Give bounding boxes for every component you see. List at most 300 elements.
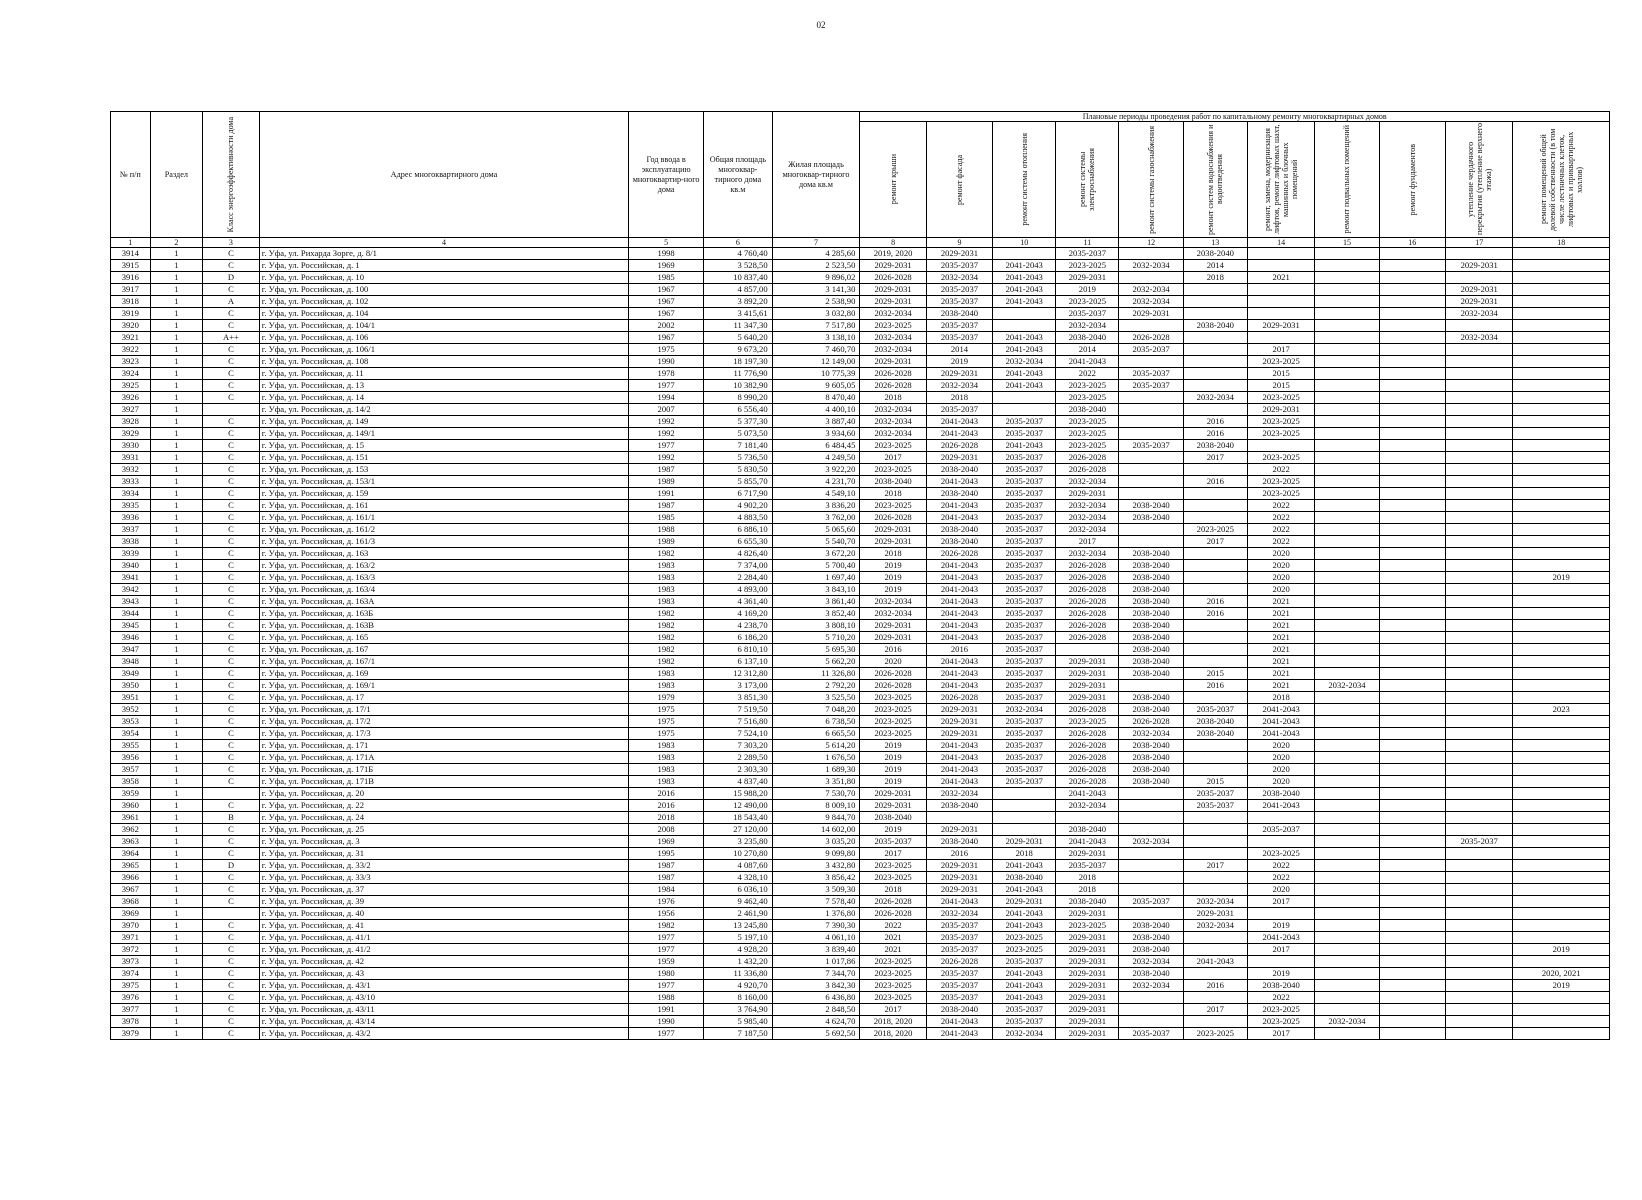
col-header-address: Адрес многоквартирного дома: [259, 112, 628, 238]
cell-facade-repair: 2032-2034: [926, 908, 992, 920]
cell-year-built: 1990: [629, 356, 704, 368]
table-row: [111, 980, 1610, 992]
cell-attic-insulation: [1445, 524, 1512, 536]
table-row: [111, 596, 1610, 608]
cell-elevator-repair: 2038-2040: [1247, 980, 1314, 992]
cell-attic-insulation: [1445, 968, 1512, 980]
cell-total-area: 3 528,50: [704, 260, 773, 272]
cell-foundation-repair: [1379, 368, 1445, 380]
cell-basement-repair: [1315, 644, 1379, 656]
cell-living-area: 4 231,70: [772, 476, 860, 488]
cell-basement-repair: [1315, 428, 1379, 440]
cell-total-area: 3 764,90: [704, 1004, 773, 1016]
cell-living-area: 2 538,90: [772, 296, 860, 308]
cell-common-areas-repair: 2023: [1513, 704, 1610, 716]
cell-attic-insulation: [1445, 476, 1512, 488]
col-header-energy-class: Класс энергоэффективности дома: [203, 112, 260, 238]
table-row: [111, 428, 1610, 440]
cell-living-area: 1 697,40: [772, 572, 860, 584]
cell-heating-repair: 2035-2037: [993, 716, 1056, 728]
cell-row-number: 3955: [111, 740, 151, 752]
cell-elevator-repair: 2023-2025: [1247, 476, 1314, 488]
cell-section: 1: [150, 428, 202, 440]
cell-total-area: 5 855,70: [704, 476, 773, 488]
cell-water-repair: 2032-2034: [1183, 392, 1247, 404]
cell-energy-class: C: [203, 956, 260, 968]
cell-foundation-repair: [1379, 296, 1445, 308]
cell-common-areas-repair: [1513, 692, 1610, 704]
cell-living-area: 7 460,70: [772, 344, 860, 356]
col-header-10: ремонт системы отопления: [993, 122, 1056, 238]
cell-facade-repair: 2041-2043: [926, 668, 992, 680]
cell-year-built: 1991: [629, 488, 704, 500]
cell-energy-class: C: [203, 500, 260, 512]
cell-address: г. Уфа, ул. Российская, д. 104/1: [259, 320, 628, 332]
cell-roof-repair: 2032-2034: [860, 344, 926, 356]
cell-section: 1: [150, 260, 202, 272]
cell-section: 1: [150, 1028, 202, 1040]
cell-attic-insulation: [1445, 416, 1512, 428]
cell-elevator-repair: 2022: [1247, 860, 1314, 872]
cell-section: 1: [150, 500, 202, 512]
cell-roof-repair: 2017: [860, 1004, 926, 1016]
cell-elevator-repair: 2041-2043: [1247, 800, 1314, 812]
cell-section: 1: [150, 968, 202, 980]
cell-electric-repair: 2019: [1056, 284, 1119, 296]
cell-electric-repair: 2029-2031: [1056, 956, 1119, 968]
table-row: [111, 500, 1610, 512]
cell-electric-repair: 2029-2031: [1056, 848, 1119, 860]
cell-gas-repair: 2032-2034: [1119, 728, 1183, 740]
cell-gas-repair: 2032-2034: [1119, 980, 1183, 992]
cell-electric-repair: 2026-2028: [1056, 572, 1119, 584]
cell-section: 1: [150, 488, 202, 500]
cell-common-areas-repair: [1513, 1016, 1610, 1028]
cell-facade-repair: 2029-2031: [926, 872, 992, 884]
cell-electric-repair: 2038-2040: [1056, 896, 1119, 908]
cell-facade-repair: 2035-2037: [926, 260, 992, 272]
cell-facade-repair: 2029-2031: [926, 824, 992, 836]
cell-water-repair: [1183, 848, 1247, 860]
cell-heating-repair: 2029-2031: [993, 836, 1056, 848]
cell-facade-repair: 2026-2028: [926, 956, 992, 968]
cell-heating-repair: [993, 404, 1056, 416]
cell-water-repair: 2041-2043: [1183, 956, 1247, 968]
cell-attic-insulation: [1445, 956, 1512, 968]
cell-gas-repair: [1119, 824, 1183, 836]
cell-living-area: 3 842,30: [772, 980, 860, 992]
cell-row-number: 3971: [111, 932, 151, 944]
cell-row-number: 3950: [111, 680, 151, 692]
cell-address: г. Уфа, ул. Российская, д. 17/3: [259, 728, 628, 740]
cell-roof-repair: 2026-2028: [860, 896, 926, 908]
cell-section: 1: [150, 692, 202, 704]
cell-basement-repair: [1315, 872, 1379, 884]
cell-foundation-repair: [1379, 908, 1445, 920]
cell-elevator-repair: 2017: [1247, 1028, 1314, 1040]
cell-total-area: 7 374,00: [704, 560, 773, 572]
cell-living-area: 3 032,80: [772, 308, 860, 320]
cell-water-repair: [1183, 620, 1247, 632]
cell-living-area: 5 695,30: [772, 644, 860, 656]
cell-row-number: 3962: [111, 824, 151, 836]
cell-attic-insulation: [1445, 980, 1512, 992]
cell-basement-repair: [1315, 416, 1379, 428]
cell-elevator-repair: 2023-2025: [1247, 392, 1314, 404]
cell-facade-repair: 2035-2037: [926, 980, 992, 992]
cell-facade-repair: 2019: [926, 356, 992, 368]
cell-year-built: 1990: [629, 1016, 704, 1028]
cell-roof-repair: 2018, 2020: [860, 1028, 926, 1040]
cell-address: г. Уфа, ул. Российская, д. 161/2: [259, 524, 628, 536]
cell-energy-class: C: [203, 608, 260, 620]
cell-basement-repair: [1315, 272, 1379, 284]
cell-attic-insulation: [1445, 404, 1512, 416]
cell-heating-repair: 2041-2043: [993, 968, 1056, 980]
cell-attic-insulation: [1445, 1016, 1512, 1028]
cell-energy-class: C: [203, 932, 260, 944]
cell-address: г. Уфа, ул. Российская, д. 25: [259, 824, 628, 836]
cell-foundation-repair: [1379, 536, 1445, 548]
cell-address: г. Уфа, ул. Российская, д. 41/2: [259, 944, 628, 956]
cell-common-areas-repair: [1513, 584, 1610, 596]
cell-year-built: 1992: [629, 428, 704, 440]
cell-basement-repair: [1315, 980, 1379, 992]
cell-row-number: 3958: [111, 776, 151, 788]
table-row: [111, 680, 1610, 692]
cell-living-area: 7 517,80: [772, 320, 860, 332]
cell-foundation-repair: [1379, 896, 1445, 908]
cell-energy-class: C: [203, 644, 260, 656]
cell-gas-repair: [1119, 848, 1183, 860]
cell-basement-repair: [1315, 548, 1379, 560]
cell-living-area: 4 061,10: [772, 932, 860, 944]
cell-water-repair: [1183, 884, 1247, 896]
cell-roof-repair: 2023-2025: [860, 464, 926, 476]
cell-facade-repair: 2041-2043: [926, 476, 992, 488]
cell-row-number: 3920: [111, 320, 151, 332]
cell-section: 1: [150, 512, 202, 524]
cell-roof-repair: 2026-2028: [860, 908, 926, 920]
cell-foundation-repair: [1379, 632, 1445, 644]
cell-common-areas-repair: [1513, 428, 1610, 440]
cell-section: 1: [150, 764, 202, 776]
cell-row-number: 3956: [111, 752, 151, 764]
table-row: [111, 956, 1610, 968]
cell-address: г. Уфа, ул. Российская, д. 167/1: [259, 656, 628, 668]
cell-address: г. Уфа, ул. Российская, д. 163/2: [259, 560, 628, 572]
cell-basement-repair: [1315, 296, 1379, 308]
cell-living-area: 14 602,00: [772, 824, 860, 836]
cell-water-repair: [1183, 488, 1247, 500]
cell-total-area: 8 160,00: [704, 992, 773, 1004]
table-row: [111, 464, 1610, 476]
cell-heating-repair: 2035-2037: [993, 668, 1056, 680]
cell-common-areas-repair: [1513, 764, 1610, 776]
cell-electric-repair: 2018: [1056, 884, 1119, 896]
cell-living-area: 5 710,20: [772, 632, 860, 644]
cell-total-area: 12 312,80: [704, 668, 773, 680]
cell-electric-repair: 2023-2025: [1056, 392, 1119, 404]
cell-energy-class: C: [203, 260, 260, 272]
column-number: 5: [629, 238, 704, 248]
cell-living-area: 3 843,10: [772, 584, 860, 596]
cell-gas-repair: 2038-2040: [1119, 752, 1183, 764]
cell-electric-repair: 2032-2034: [1056, 500, 1119, 512]
cell-total-area: 4 087,60: [704, 860, 773, 872]
cell-electric-repair: 2029-2031: [1056, 980, 1119, 992]
table-row: [111, 944, 1610, 956]
cell-facade-repair: 2029-2031: [926, 248, 992, 260]
cell-row-number: 3938: [111, 536, 151, 548]
cell-gas-repair: [1119, 908, 1183, 920]
cell-water-repair: [1183, 656, 1247, 668]
cell-water-repair: 2017: [1183, 860, 1247, 872]
cell-total-area: 6 186,20: [704, 632, 773, 644]
cell-foundation-repair: [1379, 320, 1445, 332]
cell-common-areas-repair: [1513, 824, 1610, 836]
cell-energy-class: C: [203, 944, 260, 956]
cell-heating-repair: 2035-2037: [993, 608, 1056, 620]
table-row: [111, 764, 1610, 776]
cell-elevator-repair: 2020: [1247, 548, 1314, 560]
cell-basement-repair: [1315, 500, 1379, 512]
cell-basement-repair: [1315, 1028, 1379, 1040]
cell-living-area: 1 017,86: [772, 956, 860, 968]
table-row: [111, 896, 1610, 908]
table-row: [111, 848, 1610, 860]
cell-year-built: 1989: [629, 536, 704, 548]
cell-year-built: 1975: [629, 704, 704, 716]
cell-roof-repair: 2018, 2020: [860, 1016, 926, 1028]
cell-attic-insulation: 2032-2034: [1445, 332, 1512, 344]
cell-basement-repair: [1315, 788, 1379, 800]
cell-electric-repair: 2029-2031: [1056, 968, 1119, 980]
cell-section: 1: [150, 728, 202, 740]
cell-facade-repair: 2041-2043: [926, 584, 992, 596]
cell-total-area: 7 303,20: [704, 740, 773, 752]
cell-address: г. Уфа, ул. Российская, д. 33/3: [259, 872, 628, 884]
cell-row-number: 3922: [111, 344, 151, 356]
cell-attic-insulation: [1445, 380, 1512, 392]
cell-electric-repair: 2026-2028: [1056, 764, 1119, 776]
cell-living-area: 7 344,70: [772, 968, 860, 980]
cell-attic-insulation: [1445, 1028, 1512, 1040]
cell-energy-class: D: [203, 272, 260, 284]
cell-section: 1: [150, 356, 202, 368]
cell-heating-repair: 2035-2037: [993, 620, 1056, 632]
cell-facade-repair: 2035-2037: [926, 968, 992, 980]
col-header-num: № п/п: [111, 112, 151, 238]
cell-total-area: 18 543,40: [704, 812, 773, 824]
cell-attic-insulation: 2029-2031: [1445, 284, 1512, 296]
cell-common-areas-repair: [1513, 788, 1610, 800]
cell-year-built: 1983: [629, 584, 704, 596]
cell-common-areas-repair: [1513, 1028, 1610, 1040]
cell-living-area: 5 614,20: [772, 740, 860, 752]
cell-heating-repair: 2035-2037: [993, 416, 1056, 428]
cell-heating-repair: 2035-2037: [993, 632, 1056, 644]
cell-roof-repair: 2023-2025: [860, 716, 926, 728]
cell-year-built: 1983: [629, 752, 704, 764]
cell-basement-repair: [1315, 584, 1379, 596]
cell-total-area: 12 490,00: [704, 800, 773, 812]
cell-section: 1: [150, 248, 202, 260]
cell-year-built: 1975: [629, 344, 704, 356]
cell-elevator-repair: 2023-2025: [1247, 416, 1314, 428]
cell-attic-insulation: [1445, 908, 1512, 920]
cell-heating-repair: 2035-2037: [993, 452, 1056, 464]
cell-foundation-repair: [1379, 692, 1445, 704]
cell-foundation-repair: [1379, 704, 1445, 716]
table-row: [111, 656, 1610, 668]
cell-total-area: 11 776,90: [704, 368, 773, 380]
cell-total-area: 11 347,30: [704, 320, 773, 332]
cell-address: г. Уфа, ул. Российская, д. 106/1: [259, 344, 628, 356]
cell-gas-repair: 2038-2040: [1119, 668, 1183, 680]
cell-year-built: 2018: [629, 812, 704, 824]
cell-total-area: 13 245,80: [704, 920, 773, 932]
cell-living-area: 5 065,60: [772, 524, 860, 536]
cell-address: г. Уфа, ул. Российская, д. 15: [259, 440, 628, 452]
cell-living-area: 4 549,10: [772, 488, 860, 500]
cell-energy-class: C: [203, 1004, 260, 1016]
cell-gas-repair: 2035-2037: [1119, 344, 1183, 356]
cell-total-area: 4 169,20: [704, 608, 773, 620]
cell-attic-insulation: [1445, 320, 1512, 332]
cell-living-area: 11 326,80: [772, 668, 860, 680]
cell-common-areas-repair: [1513, 956, 1610, 968]
cell-gas-repair: [1119, 524, 1183, 536]
cell-foundation-repair: [1379, 596, 1445, 608]
cell-attic-insulation: [1445, 800, 1512, 812]
cell-roof-repair: 2019: [860, 740, 926, 752]
cell-row-number: 3940: [111, 560, 151, 572]
cell-year-built: 1956: [629, 908, 704, 920]
cell-common-areas-repair: [1513, 380, 1610, 392]
cell-energy-class: C: [203, 440, 260, 452]
cell-energy-class: C: [203, 368, 260, 380]
cell-heating-repair: 2035-2037: [993, 1016, 1056, 1028]
cell-section: 1: [150, 860, 202, 872]
cell-section: 1: [150, 932, 202, 944]
cell-energy-class: C: [203, 920, 260, 932]
cell-electric-repair: 2017: [1056, 536, 1119, 548]
cell-gas-repair: [1119, 536, 1183, 548]
cell-gas-repair: [1119, 248, 1183, 260]
cell-roof-repair: 2018: [860, 548, 926, 560]
cell-common-areas-repair: [1513, 260, 1610, 272]
cell-energy-class: C: [203, 380, 260, 392]
cell-energy-class: C: [203, 848, 260, 860]
cell-roof-repair: 2019: [860, 776, 926, 788]
cell-water-repair: [1183, 356, 1247, 368]
cell-electric-repair: 2014: [1056, 344, 1119, 356]
cell-row-number: 3923: [111, 356, 151, 368]
table-row: [111, 536, 1610, 548]
cell-foundation-repair: [1379, 272, 1445, 284]
cell-row-number: 3932: [111, 464, 151, 476]
page-number: 02: [816, 20, 826, 30]
cell-foundation-repair: [1379, 284, 1445, 296]
cell-gas-repair: 2038-2040: [1119, 548, 1183, 560]
cell-address: г. Уфа, ул. Российская, д. 43/2: [259, 1028, 628, 1040]
cell-year-built: 1977: [629, 944, 704, 956]
cell-roof-repair: 2017: [860, 452, 926, 464]
cell-foundation-repair: [1379, 728, 1445, 740]
cell-energy-class: C: [203, 428, 260, 440]
cell-section: 1: [150, 416, 202, 428]
table-row: [111, 476, 1610, 488]
cell-facade-repair: 2038-2040: [926, 536, 992, 548]
cell-energy-class: C: [203, 776, 260, 788]
cell-roof-repair: 2023-2025: [860, 704, 926, 716]
column-number: 9: [926, 238, 992, 248]
col-header-year: Год ввода в эксплуатацию многоквартир-ного дома: [629, 112, 704, 238]
cell-row-number: 3974: [111, 968, 151, 980]
cell-elevator-repair: 2023-2025: [1247, 488, 1314, 500]
cell-row-number: 3927: [111, 404, 151, 416]
cell-water-repair: [1183, 944, 1247, 956]
cell-attic-insulation: [1445, 656, 1512, 668]
cell-gas-repair: [1119, 452, 1183, 464]
cell-attic-insulation: [1445, 596, 1512, 608]
cell-total-area: 5 985,40: [704, 1016, 773, 1028]
cell-foundation-repair: [1379, 392, 1445, 404]
cell-elevator-repair: 2020: [1247, 584, 1314, 596]
cell-common-areas-repair: [1513, 752, 1610, 764]
cell-water-repair: 2023-2025: [1183, 1028, 1247, 1040]
cell-row-number: 3941: [111, 572, 151, 584]
cell-foundation-repair: [1379, 932, 1445, 944]
cell-heating-repair: 2035-2037: [993, 596, 1056, 608]
cell-energy-class: C: [203, 452, 260, 464]
cell-gas-repair: [1119, 860, 1183, 872]
cell-foundation-repair: [1379, 1016, 1445, 1028]
cell-facade-repair: 2038-2040: [926, 308, 992, 320]
cell-basement-repair: [1315, 476, 1379, 488]
cell-attic-insulation: [1445, 692, 1512, 704]
cell-water-repair: 2015: [1183, 776, 1247, 788]
cell-facade-repair: 2035-2037: [926, 332, 992, 344]
cell-year-built: 1982: [629, 608, 704, 620]
cell-roof-repair: 2018: [860, 392, 926, 404]
cell-total-area: 4 893,00: [704, 584, 773, 596]
cell-living-area: 2 523,50: [772, 260, 860, 272]
cell-living-area: 10 775,39: [772, 368, 860, 380]
cell-address: г. Уфа, ул. Российская, д. 37: [259, 884, 628, 896]
cell-water-repair: [1183, 692, 1247, 704]
cell-roof-repair: 2018: [860, 884, 926, 896]
cell-water-repair: [1183, 512, 1247, 524]
cell-total-area: 7 524,10: [704, 728, 773, 740]
cell-water-repair: 2038-2040: [1183, 716, 1247, 728]
cell-gas-repair: 2026-2028: [1119, 716, 1183, 728]
cell-year-built: 1978: [629, 368, 704, 380]
cell-energy-class: C: [203, 560, 260, 572]
cell-energy-class: C: [203, 548, 260, 560]
cell-attic-insulation: [1445, 752, 1512, 764]
cell-water-repair: 2035-2037: [1183, 800, 1247, 812]
cell-electric-repair: 2026-2028: [1056, 704, 1119, 716]
cell-facade-repair: 2038-2040: [926, 464, 992, 476]
cell-attic-insulation: [1445, 860, 1512, 872]
cell-energy-class: C: [203, 968, 260, 980]
table-row: [111, 644, 1610, 656]
cell-gas-repair: 2038-2040: [1119, 560, 1183, 572]
cell-living-area: 12 149,00: [772, 356, 860, 368]
cell-address: г. Уфа, ул. Российская, д. 17/1: [259, 704, 628, 716]
